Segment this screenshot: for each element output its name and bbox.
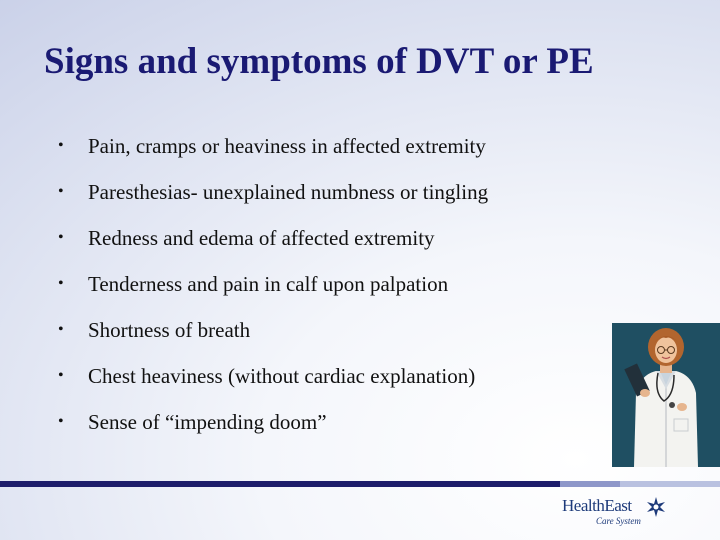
bullet-text: Redness and edema of affected extremity	[88, 226, 435, 250]
bullet-text: Pain, cramps or heaviness in affected extremity	[88, 134, 486, 158]
bullet-item	[58, 128, 618, 174]
bullet-list	[58, 128, 618, 450]
slide-title: Signs and symptoms of DVT or PE	[44, 41, 594, 82]
bullet-marker: •	[58, 321, 64, 338]
bullet-text: Sense of “impending doom”	[88, 410, 327, 434]
bullet-item	[58, 312, 618, 358]
healtheast-logo	[562, 494, 702, 530]
bullet-item	[58, 174, 618, 220]
bullet-item	[58, 358, 618, 404]
doctor-icon	[612, 323, 720, 467]
footer-rule-light	[620, 481, 720, 487]
bullet-item	[58, 404, 618, 450]
bullet-marker: •	[58, 229, 64, 246]
bullet-text: Chest heaviness (without cardiac explanation)	[88, 364, 476, 388]
bullet-marker: •	[58, 275, 64, 292]
bullet-marker: •	[58, 137, 64, 154]
bullet-item	[58, 220, 618, 266]
footer-rule-dark	[0, 481, 560, 487]
footer-rule-mid	[560, 481, 620, 487]
bullet-marker: •	[58, 413, 64, 430]
healtheast-cross-icon	[645, 496, 667, 518]
bullet-text: Paresthesias- unexplained numbness or tingling	[88, 180, 489, 204]
bullet-item	[58, 266, 618, 312]
bullet-text: Tenderness and pain in calf upon palpation	[88, 272, 449, 296]
bullet-marker: •	[58, 367, 64, 384]
logo-tagline: Care System	[596, 516, 641, 526]
bullet-text: Shortness of breath	[88, 318, 251, 342]
bullet-marker: •	[58, 183, 64, 200]
logo-name: HealthEast	[562, 496, 632, 515]
doctor-illustration	[612, 323, 720, 467]
